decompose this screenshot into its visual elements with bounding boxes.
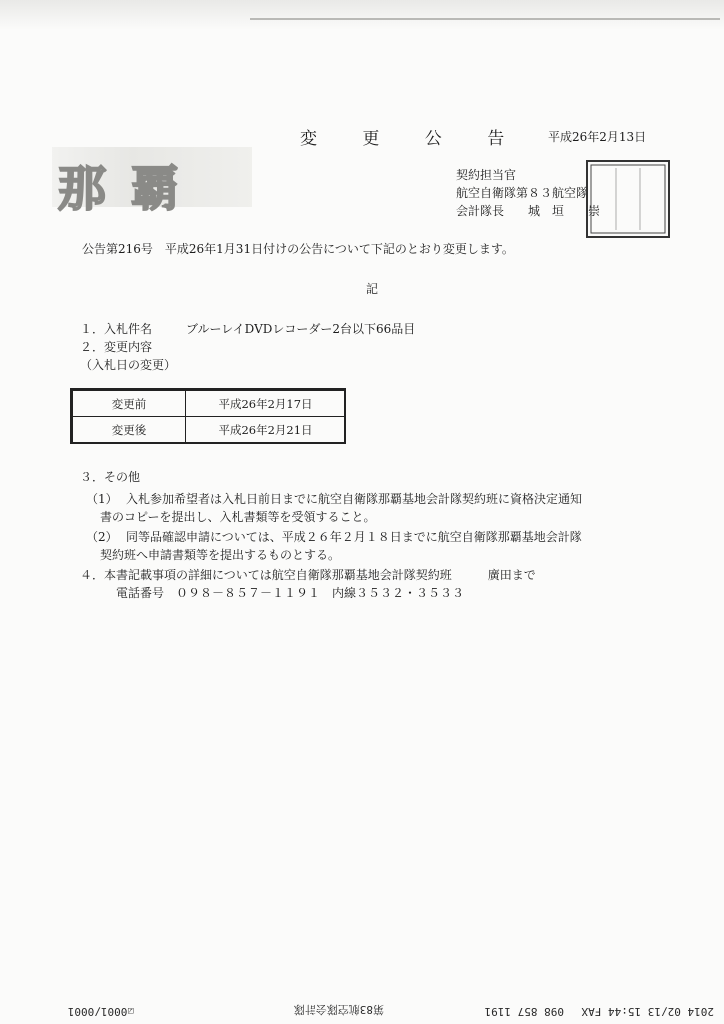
schedule-value: 平成26年2月21日 — [186, 417, 346, 443]
item1-value: ブルーレイDVDレコーダー2台以下66品目 — [186, 322, 416, 336]
item3-p1-line2: 書のコピーを提出し、入札書類等を受領すること。 — [100, 510, 376, 524]
schedule-table — [72, 390, 346, 443]
item2-sub: （入札日の変更） — [80, 358, 177, 372]
item4-line1: ４．本書記載事項の詳細については航空自衛隊那覇基地会計隊契約班 廣田まで — [80, 568, 536, 582]
table-row — [73, 417, 346, 443]
issuer-title: 契約担当官 — [456, 168, 517, 182]
scan-streak — [250, 18, 720, 20]
schedule-value: 平成26年2月17日 — [186, 391, 346, 417]
fax-page: ☑0001/0001 — [67, 1005, 134, 1018]
item3-label: ３．その他 — [80, 470, 141, 484]
item3-p1-line1: 入札参加希望者は入札日前日までに航空自衛隊那覇基地会計隊契約班に資格決定通知 — [126, 492, 583, 506]
item3-p1-number: （1） — [86, 492, 118, 506]
issue-date: 平成26年2月13日 — [548, 130, 647, 144]
item3-p2-line2: 契約班へ申請書類等を提出するものとする。 — [100, 548, 341, 562]
seal-icon — [588, 162, 668, 236]
fax-footer — [0, 1000, 724, 1020]
schedule-label: 変更前 — [73, 391, 186, 417]
item3-p2-number: （2） — [86, 530, 118, 544]
item1-label: １．入札件名 — [80, 322, 153, 336]
ki-heading: 記 — [366, 282, 379, 296]
issuer-name: 会計隊長 城 垣 崇 — [456, 204, 601, 218]
received-stamp: 那 覇 — [58, 161, 183, 217]
item3-p2-line1: 同等品確認申請については、平成２６年２月１８日までに航空自衛隊那覇基地会計隊 — [126, 530, 582, 544]
schedule-label: 変更後 — [73, 417, 186, 443]
item4-phone: 電話番号 ０９８－８５７－１１９１ 内線３５３２・３５３３ — [116, 586, 465, 600]
scan-edge — [0, 0, 724, 30]
fax-number: 098 857 1191 — [484, 1005, 564, 1018]
official-seal — [586, 160, 670, 238]
fax-timestamp: 2014 02/13 15:44 FAX — [581, 1005, 714, 1018]
notice-text: 公告第216号 平成26年1月31日付けの公告について下記のとおり変更します。 — [82, 242, 514, 256]
document-title: 変 更 公 告 — [300, 129, 525, 149]
item2-label: ２．変更内容 — [80, 340, 153, 354]
fax-sender: 第83航空隊会計隊 — [293, 1003, 384, 1016]
table-row — [73, 391, 346, 417]
issuer-unit: 航空自衛隊第８３航空隊 — [456, 186, 589, 200]
